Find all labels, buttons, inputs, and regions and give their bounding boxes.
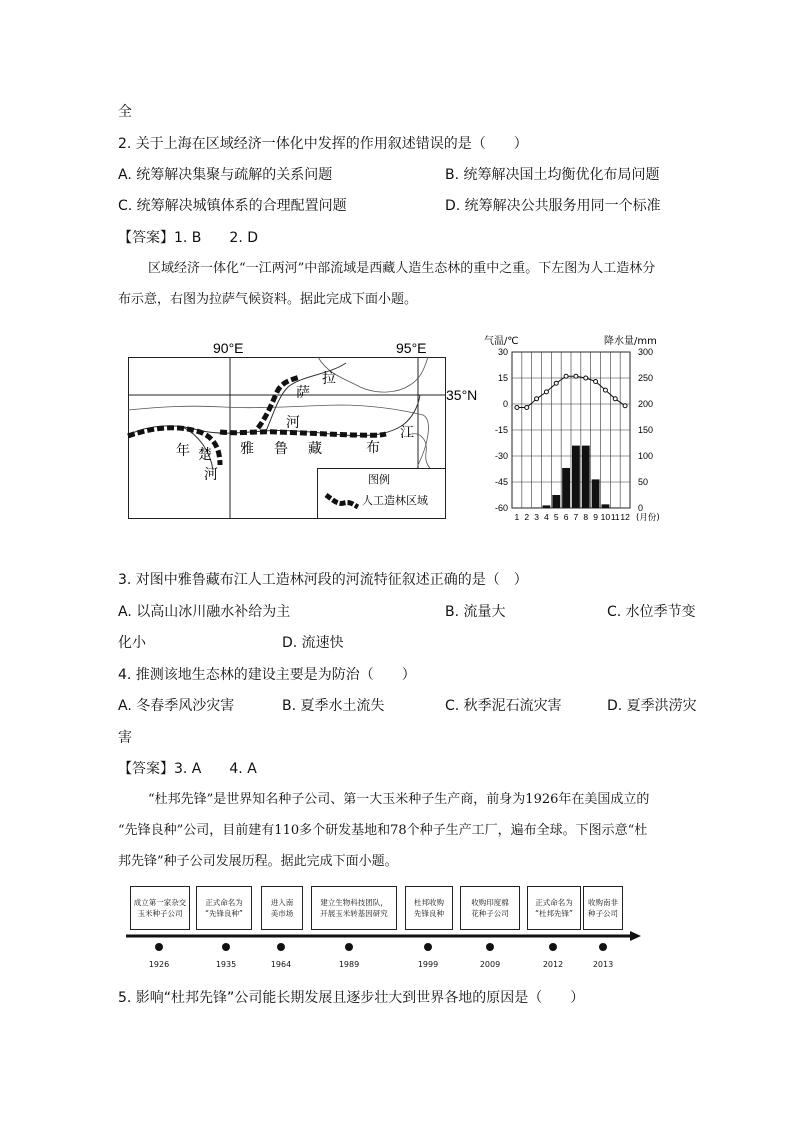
precip-bar — [592, 479, 600, 508]
river-char-chu: 楚 — [198, 447, 212, 463]
legend-label: 人工造林区域 — [362, 494, 428, 507]
temp-tick-label: -60 — [494, 503, 508, 513]
timeline-dot — [424, 943, 432, 951]
timeline-event-1935: 正式命名为 “先锋良种” — [196, 886, 252, 930]
temp-point — [544, 390, 548, 394]
timeline-event-1999: 杜邦收购 先锋良种 — [405, 886, 453, 930]
river-char-jiang: 江 — [400, 425, 414, 441]
intro-2-line-1: 区域经济一体化“一江两河”中部流域是西藏人造生态林的重中之重。下左图为人工造林分 — [148, 261, 656, 276]
precip-axis-title: 降水量/mm — [604, 336, 657, 347]
lhasa-char-1: 拉 — [322, 371, 336, 387]
chart-grid — [512, 352, 630, 508]
precip-tick-label: 250 — [638, 373, 654, 383]
timeline-year: 2013 — [592, 960, 614, 969]
river-char-nian: 年 — [176, 443, 190, 459]
temp-point — [554, 381, 558, 385]
precip-bar — [552, 495, 560, 508]
lon-90-label: 90°E — [213, 340, 244, 356]
question-3-option-c-cont: 化小 — [118, 635, 146, 651]
question-5: 5. 影响“杜邦先锋”公司能长期发展且逐步壮大到世界各地的原因是（ ） — [118, 990, 585, 1006]
intro-3-line-3: 邦先锋”种子公司发展历程。据此完成下面小题。 — [118, 854, 398, 869]
timeline-event-1989: 建立生物科技团队， 开展玉米转基因研究 — [311, 886, 397, 930]
timeline-axis-arrow — [126, 929, 642, 943]
lat-35-label: 35°N — [446, 387, 478, 403]
intro-3-line-2: “先锋良种”公司，目前建有110多个研发基地和78个种子生产工厂，遍布全球。下图示意“杜 — [118, 823, 648, 838]
temp-tick-label: -45 — [494, 477, 508, 487]
river-char-lu: 鲁 — [274, 441, 288, 457]
question-4-option-d: D. 夏季洪涝灾 — [607, 698, 697, 714]
timeline-year: 1964 — [270, 960, 292, 969]
timeline-year: 2012 — [542, 960, 564, 969]
precip-bar — [611, 507, 619, 508]
temp-point — [535, 397, 539, 401]
month-tick-label: 6 — [563, 512, 569, 522]
timeline-year: 1935 — [215, 960, 237, 969]
question-2-option-b: B. 统筹解决国土均衡优化布局问题 — [445, 167, 660, 183]
question-4: 4. 推测该地生态林的建设主要是为防治（ ） — [118, 667, 416, 683]
temp-tick-label: 15 — [497, 373, 508, 383]
precip-tick-label: 200 — [638, 399, 654, 409]
lon-95-label: 95°E — [396, 340, 427, 356]
question-3: 3. 对图中雅鲁藏布江人工造林河段的河流特征叙述正确的是（ ） — [118, 572, 528, 588]
timeline-year: 2009 — [479, 960, 501, 969]
temp-tick-label: 0 — [502, 399, 508, 409]
temp-point — [613, 397, 617, 401]
timeline-year: 1989 — [338, 960, 360, 969]
temp-axis-title: 气温/℃ — [484, 336, 519, 347]
temp-point — [594, 379, 598, 383]
month-tick-label: 5 — [553, 512, 559, 522]
timeline-dot — [155, 943, 163, 951]
month-tick-label: 8 — [583, 512, 589, 522]
temp-point — [584, 376, 588, 380]
precip-tick-label: 100 — [638, 451, 654, 461]
precip-tick-label: 50 — [638, 477, 649, 487]
question-4-option-b: B. 夏季水土流失 — [282, 698, 385, 714]
timeline-dot — [549, 943, 557, 951]
precip-bar — [572, 446, 580, 508]
month-tick-label: 2 — [524, 512, 530, 522]
question-4-option-d-cont: 害 — [118, 730, 132, 746]
lhasa-char-3: 河 — [286, 415, 300, 431]
temp-point — [564, 374, 568, 378]
timeline-event-2009: 收购印度棉 花种子公司 — [460, 886, 520, 930]
question-2-option-a: A. 统筹解决集聚与疏解的关系问题 — [118, 167, 333, 183]
timeline-dot — [277, 943, 285, 951]
timeline-event-1964: 进入南 美市场 — [261, 886, 303, 930]
temp-point — [623, 404, 627, 408]
timeline-year: 1926 — [148, 960, 170, 969]
month-tick-label: 4 — [544, 512, 549, 522]
precip-bar — [602, 504, 610, 508]
lhasa-char-2: 萨 — [296, 385, 310, 401]
temp-tick-label: -30 — [494, 451, 508, 461]
legend-title: 图例 — [368, 473, 390, 486]
question-3-option-b: B. 流量大 — [445, 604, 506, 620]
month-tick-label: 12 — [620, 512, 630, 522]
timeline-dot — [222, 943, 230, 951]
river-char-bu: 布 — [366, 440, 380, 456]
month-tick-label: 3 — [534, 512, 539, 522]
precip-tick-label: 0 — [638, 503, 644, 513]
timeline-dot — [599, 943, 607, 951]
timeline-event-2013: 收购南非 种子公司 — [583, 886, 623, 930]
precip-bar — [533, 507, 541, 508]
answer-1-2: 【答案】1. B 2. D — [118, 230, 258, 246]
question-2-option-c: C. 统筹解决城镇体系的合理配置问题 — [118, 198, 347, 214]
temp-point — [574, 374, 578, 378]
question-3-option-a: A. 以高山冰川融水补给为主 — [118, 604, 291, 620]
answer-3-4: 【答案】3. A 4. A — [118, 761, 257, 777]
question-3-option-d: D. 流速快 — [282, 635, 344, 651]
month-axis-suffix: (月份) — [636, 513, 660, 523]
timeline-event-1926: 成立第一家杂交 玉米种子公司 — [130, 886, 190, 930]
temp-point — [603, 388, 607, 392]
river-char-he: 河 — [204, 467, 218, 483]
intro-2-line-2: 布示意，右图为拉萨气候资料。据此完成下面小题。 — [118, 292, 418, 307]
question-2-option-d: D. 统筹解决公共服务用同一个标准 — [445, 198, 661, 214]
river-char-ya: 雅 — [240, 441, 254, 457]
intro-3-line-1: “杜邦先锋”是世界知名种子公司、第一大玉米种子生产商，前身为1926年在美国成立的 — [148, 792, 650, 807]
month-tick-label: 1 — [514, 512, 520, 522]
month-tick-label: 9 — [593, 512, 598, 522]
precip-tick-label: 150 — [638, 425, 654, 435]
month-tick-label: 7 — [573, 512, 579, 522]
temp-tick-label: -15 — [494, 425, 508, 435]
timeline-dot — [486, 943, 494, 951]
temp-point — [525, 405, 529, 409]
month-tick-label: 10 — [600, 512, 611, 522]
precip-tick-label: 300 — [638, 347, 654, 357]
precip-bar — [543, 505, 551, 508]
precip-bar — [582, 446, 590, 508]
lhasa-climate-chart — [478, 330, 678, 530]
prev-question-tail: 全 — [118, 104, 132, 120]
question-2: 2. 关于上海在区域经济一体化中发挥的作用叙述错误的是（ ） — [118, 136, 528, 152]
afforestation-map — [128, 335, 478, 520]
precip-bar — [562, 468, 570, 508]
question-3-option-c: C. 水位季节变 — [607, 604, 696, 620]
month-tick-label: 11 — [610, 512, 620, 522]
river-char-zang: 藏 — [308, 441, 322, 457]
temp-point — [515, 405, 519, 409]
question-4-option-c: C. 秋季泥石流灾害 — [445, 698, 562, 714]
timeline-year: 1999 — [417, 960, 439, 969]
timeline-event-2012: 正式命名为 “杜邦先锋” — [527, 886, 581, 930]
timeline-dot — [345, 943, 353, 951]
question-4-option-a: A. 冬春季风沙灾害 — [118, 698, 235, 714]
temp-tick-label: 30 — [497, 347, 508, 357]
